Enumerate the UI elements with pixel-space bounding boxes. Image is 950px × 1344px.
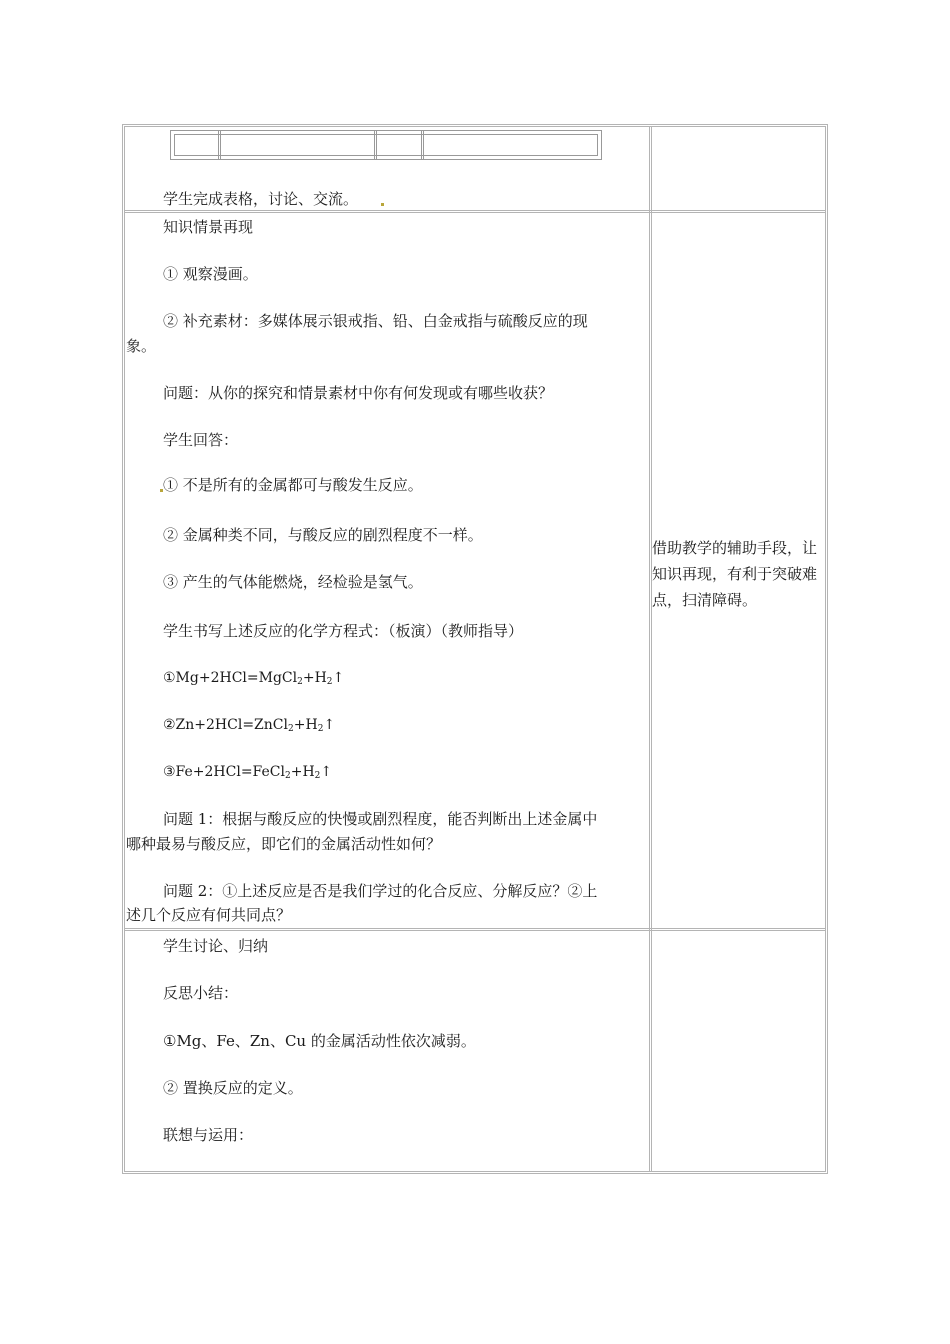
row-divider-1 (124, 210, 826, 213)
question-1-line2: 哪种最易与酸反应，即它们的金属活动性如何？ (126, 835, 442, 853)
column-divider (649, 126, 652, 1172)
summary-point-2: ② 置换反应的定义。 (163, 1079, 303, 1097)
discussion-label: 学生讨论、归纳 (163, 937, 269, 955)
embedded-table-separator (421, 131, 424, 159)
step-item-2-line1: ② 补充素材：多媒体展示银戒指、铅、白金戒指与硫酸反应的现 (163, 312, 588, 330)
question-2-line1: 问题 2：①上述反应是否是我们学过的化合反应、分解反应？②上 (163, 882, 598, 900)
equation-3: $③Fe+2HCl=FeCl_2+H_2↑$ (163, 764, 333, 781)
question-2-line2: 述几个反应有何共同点？ (126, 906, 292, 924)
embedded-table-inner (174, 134, 598, 156)
application-label: 联想与运用： (163, 1126, 254, 1144)
section-heading: 知识情景再现 (163, 218, 254, 236)
step-item-2-line2: 象。 (126, 337, 157, 355)
row1-text: 学生完成表格，讨论、交流。 (163, 190, 359, 208)
teaching-note: 借助教学的辅助手段，让知识再现，有利于突破难点，扫清障碍。 (652, 539, 818, 609)
equation-1: $①Mg+2HCl=MgCl_2+H_2↑$ (163, 670, 345, 687)
embedded-table-separator (374, 131, 377, 159)
answer-3: ③ 产生的气体能燃烧，经检验是氢气。 (163, 573, 423, 591)
summary-label: 反思小结： (163, 984, 239, 1002)
question-1-line1: 问题 1：根据与酸反应的快慢或剧烈程度，能否判断出上述金属中 (163, 810, 598, 828)
step-item-1: ① 观察漫画。 (163, 265, 258, 283)
question-text: 问题：从你的探究和情景素材中你有何发现或有哪些收获？ (163, 384, 554, 402)
small-marker-dot (381, 203, 384, 206)
summary-point-1: ①Mg、Fe、Zn、Cu 的金属活动性依次减弱。 (163, 1032, 476, 1050)
embedded-blank-table (170, 130, 602, 160)
row-divider-2 (124, 928, 826, 931)
answer-label: 学生回答： (163, 431, 239, 449)
answer-2: ② 金属种类不同，与酸反应的剧烈程度不一样。 (163, 526, 483, 544)
embedded-table-separator (218, 131, 221, 159)
equation-2: $②Zn+2HCl=ZnCl_2+H_2↑$ (163, 717, 336, 734)
write-equations-instruction: 学生书写上述反应的化学方程式：（板演）（教师指导） (163, 622, 524, 640)
answer-1: ① 不是所有的金属都可与酸发生反应。 (163, 476, 423, 494)
